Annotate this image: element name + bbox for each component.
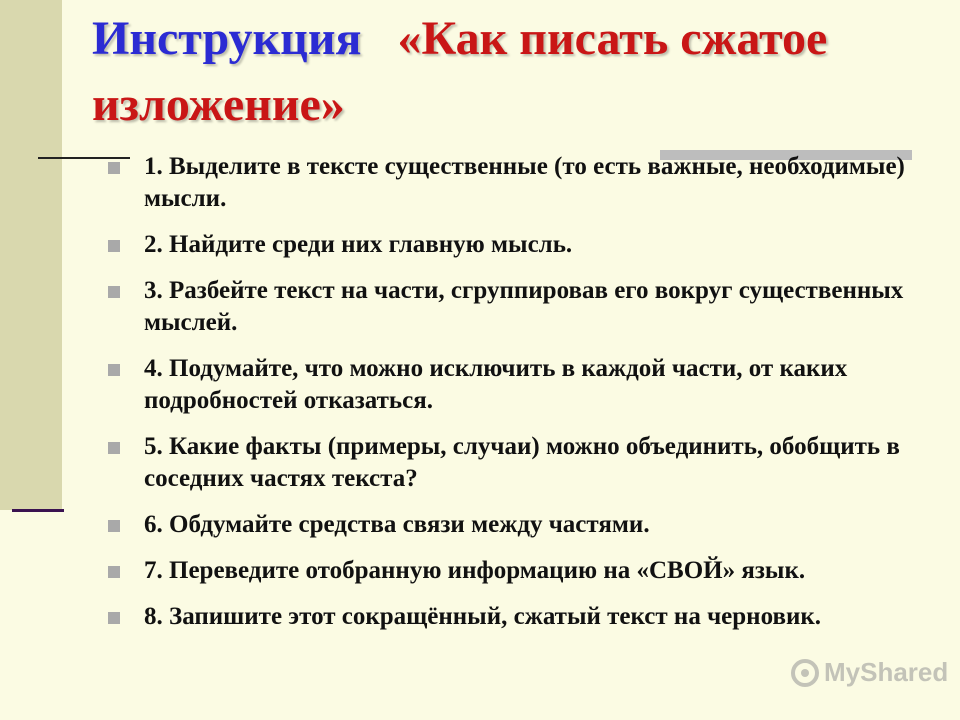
list-item	[108, 509, 928, 541]
watermark-text: MyShared	[824, 657, 949, 687]
list-item-text: 7. Переведите отобранную информацию на «СВОЙ» язык.	[144, 557, 806, 584]
list-item-text: 2. Найдите среди них главную мысль.	[144, 231, 573, 258]
square-bullet-icon	[108, 240, 120, 252]
title-part-instruction: Инструкция	[92, 12, 362, 65]
myshared-logo-icon	[790, 658, 820, 688]
decorative-line-bottom	[12, 509, 64, 512]
list-item-text: 8. Запишите этот сокращённый, сжатый текст на черновик.	[144, 603, 822, 630]
list-item	[108, 601, 928, 633]
title-part-topic: «Как писать сжатое изложение»	[92, 12, 828, 131]
list-item-text: 5. Какие факты (примеры, случаи) можно объединить, обобщить в соседних частях текста?	[144, 433, 900, 492]
list-item	[108, 151, 928, 215]
square-bullet-icon	[108, 566, 120, 578]
list-item-text: 6. Обдумайте средства связи между частями.	[144, 511, 650, 538]
square-bullet-icon	[108, 286, 120, 298]
list-item	[108, 431, 928, 495]
square-bullet-icon	[108, 364, 120, 376]
watermark	[790, 657, 948, 688]
list-item-text: 4. Подумайте, что можно исключить в каждой части, от каких подробностей отказаться.	[144, 355, 848, 414]
list-item	[108, 229, 928, 261]
side-band	[0, 0, 62, 510]
square-bullet-icon	[108, 162, 120, 174]
square-bullet-icon	[108, 612, 120, 624]
list-item	[108, 353, 928, 417]
list-item-text: 3. Разбейте текст на части, сгруппировав его вокруг существенных мыслей.	[144, 277, 904, 336]
list-item	[108, 555, 928, 587]
list-item-text: 1. Выделите в тексте существенные (то есть важные, необходимые) мысли.	[144, 153, 905, 212]
slide-title	[92, 6, 912, 138]
list-item	[108, 275, 928, 339]
instruction-list	[108, 151, 928, 647]
square-bullet-icon	[108, 442, 120, 454]
square-bullet-icon	[108, 520, 120, 532]
